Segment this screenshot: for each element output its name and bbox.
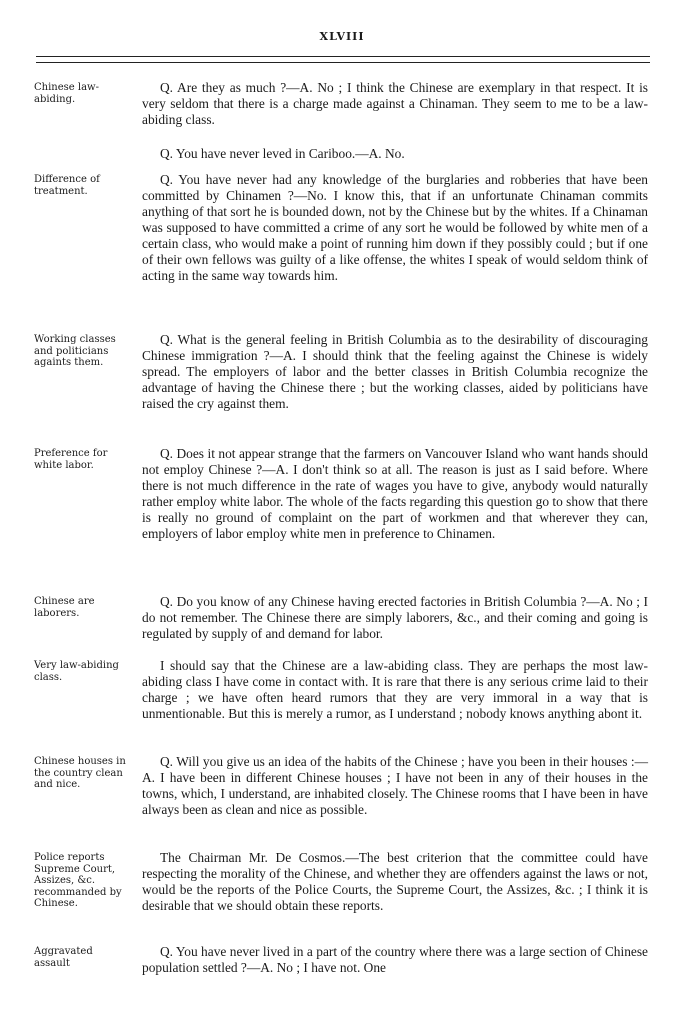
paragraph-chinese-laborers: Q. Do you know of any Chinese having erected factories in British Columbia ?—A. No ; I do not remember. The Chinese there are simply laborers, &c., and their coming and going is regulated by supply of and demand for labor. bbox=[142, 594, 648, 641]
margin-note-aggravated-assault: Aggravated assault bbox=[34, 946, 93, 969]
paragraph-chinese-houses: Q. Will you give us an idea of the habits of the Chinese ; have you been in their houses :—A. I have been in different Chinese houses ; I have not been in any of their houses in the towns, which, I understand, are inhabited closely. The Chinese rooms that I have been in have always been as clean and nice as possible. bbox=[142, 754, 648, 817]
header-rule-bottom bbox=[36, 62, 650, 63]
paragraph-police-reports: The Chairman Mr. De Cosmos.—The best criterion that the committee could have respecting the morality of the Chinese, and whether they are offenders against the laws or not, would be the reports of the Police Courts, the Supreme Court, the Assizes, &c. ; I think it is desirable that we should obtain these reports. bbox=[142, 850, 648, 913]
paragraph-difference-of-treatment: Q. You have never had any knowledge of the burglaries and robberies that have been committed by Chinamen ?—No. I know this, that if an unfortunate Chinaman commits anything of that sort he is bounded down, not by the Chinese but by the whites. If a Chinaman was supposed to have committed a crime of any sort he would be followed by white men of a certain class, who would make a point of running him down if they possibly could ; but if one of their own fellows was guilty of a like offense, the whites I speak of would seldom think of acting in the same way towards him. bbox=[142, 172, 648, 283]
margin-note-very-law-abiding: Very law-abiding class. bbox=[34, 660, 119, 683]
margin-note-chinese-laborers: Chinese are laborers. bbox=[34, 596, 95, 619]
paragraph-preference-white-labor: Q. Does it not appear strange that the farmers on Vancouver Island who want hands should not employ Chinese ?—A. I don't think so at all. The reason is just as I said before. Where there is not much difference in the rate of wages you have to give, anybody would naturally rather employ white labor. The whole of the facts regarding this question go to show that there is really no ground of complaint on the part of workmen and that wherever they can, employers of labor employ white men in preference to Chinamen. bbox=[142, 446, 648, 541]
paragraph-working-classes: Q. What is the general feeling in British Columbia as to the desirability of discouraging Chinese immigration ?—A. I should think that the feeling against the Chinese is widely spread. The employers of labor and the better classes in British Columbia recognize the advantage of having the Chinese there ; but the working classes, aided by politicians have raised the cry against them. bbox=[142, 332, 648, 411]
paragraph-aggravated-assault: Q. You have never lived in a part of the country where there was a large section of Chinese population settled ?—A. No ; I have not. One bbox=[142, 944, 648, 975]
page-number: XLVIII bbox=[319, 30, 365, 43]
margin-note-difference-of-treatment: Difference of treatment. bbox=[34, 174, 100, 197]
paragraph-chinese-law-abiding: Q. Are they as much ?—A. No ; I think the Chinese are exemplary in that respect. It is very seldom that there is a charge made against a Chinaman. They seem to me to be a law-abiding class. bbox=[142, 80, 648, 127]
header-rule-top bbox=[36, 56, 650, 57]
paragraph-very-law-abiding: I should say that the Chinese are a law-abiding class. They are perhaps the most law-abiding class I have come in contact with. It is rare that there is any serious crime laid to their charge ; we have often heard rumors that they are very immoral in a way that is unmentionable. But this is merely a rumor, as I understand ; nobody knows anything abont it. bbox=[142, 658, 648, 721]
margin-note-preference-white-labor: Preference for white labor. bbox=[34, 448, 108, 471]
paragraph-cariboo: Q. You have never leved in Cariboo.—A. No. bbox=[160, 146, 405, 161]
margin-note-chinese-houses: Chinese houses in the country clean and nice. bbox=[34, 756, 126, 790]
margin-note-working-classes: Working classes and politicians againts them. bbox=[34, 334, 116, 368]
margin-note-police-reports: Police reports Supreme Court, Assizes, &c. recommanded by Chinese. bbox=[34, 852, 122, 909]
margin-note-chinese-law-abiding: Chinese law- abiding. bbox=[34, 82, 99, 105]
